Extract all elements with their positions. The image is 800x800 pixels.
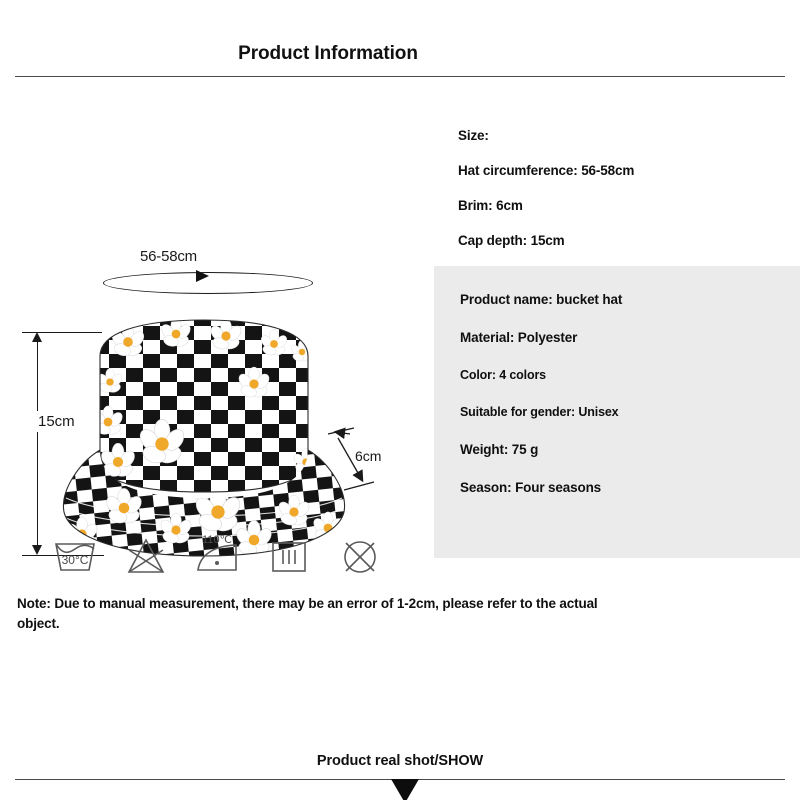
footer-section-title: Product real shot/SHOW	[316, 753, 484, 769]
hat-diagram	[0, 100, 440, 500]
measurement-note: Note: Due to manual measurement, there may be an error of 1-2cm, please refer to the actual object.	[17, 596, 598, 632]
do-not-dry-clean-icon	[333, 528, 387, 582]
specs-panel	[434, 266, 800, 558]
size-brim: Brim: 6cm	[458, 198, 523, 213]
spec-season: Season: Four seasons	[460, 480, 602, 495]
scroll-down-arrow-icon	[391, 779, 419, 800]
circumference-arrow-icon	[196, 270, 209, 282]
header-divider	[15, 76, 785, 77]
spec-gender: Suitable for gender: Unisex	[460, 405, 619, 419]
brim-dimension	[328, 428, 404, 504]
spec-product-name: Product name: bucket hat	[460, 292, 623, 307]
care-symbols	[48, 528, 408, 582]
spec-color: Color: 4 colors	[460, 368, 546, 382]
height-arrow-up-icon	[32, 332, 42, 342]
spec-weight: Weight: 75 g	[460, 442, 539, 457]
size-heading: Size:	[458, 128, 489, 143]
brim-label: 6cm	[355, 448, 382, 464]
page-title: Product Information	[238, 43, 418, 64]
wash-30c-icon	[48, 528, 102, 582]
height-label: 15cm	[35, 411, 78, 432]
size-cap-depth: Cap depth: 15cm	[458, 233, 565, 248]
size-hat-circumference: Hat circumference: 56-58cm	[458, 163, 635, 178]
do-not-bleach-icon	[119, 528, 173, 582]
bucket-hat-image	[58, 312, 350, 564]
spec-material: Material: Polyester	[460, 330, 578, 345]
drip-dry-icon	[262, 528, 316, 582]
height-dimension-line	[37, 336, 38, 552]
circumference-label: 56-58cm	[140, 248, 197, 265]
height-arrow-down-icon	[32, 545, 42, 555]
iron-110c-icon	[190, 528, 244, 582]
iron-temp-label: 110℃	[202, 534, 232, 546]
wash-temp-label: 30°C	[61, 553, 89, 567]
size-section	[458, 128, 788, 268]
